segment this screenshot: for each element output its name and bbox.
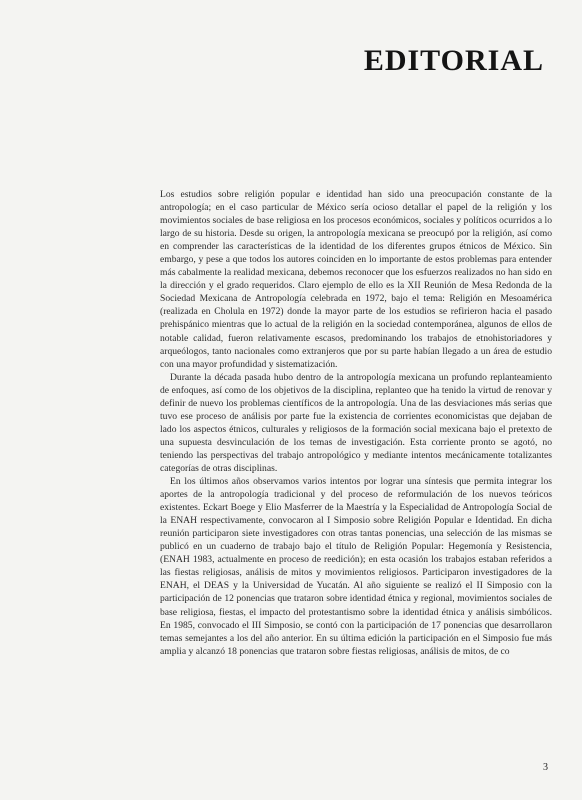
page-number: 3 [543, 762, 548, 773]
paragraph-3: En los últimos años observamos varios intentos por lograr una síntesis que permita integrar los aportes de la antropología tradicional y del proceso de reformulación de los nuevos teóricos existentes. Eckart Boege y Elio Masferrer de la Maestría y la Especialidad de Antropología Social de la ENAH respectivamente, convocaron al I Simposio sobre Religión Popular e Identidad. En dicha reunión participaron siete investigadores con otras tantas ponencias, una selección de las mismas se publicó en un cuaderno de trabajo bajo el título de Religión Popular: Hegemonía y Resistencia, (ENAH 1983, actualmente en proceso de reedición); en esta ocasión los trabajos estaban referidos a las fiestas religiosas, análisis de mitos y movimientos religiosos. Participaron investigadores de la ENAH, el DEAS y la Universidad de Yucatán. Al año siguiente se realizó el II Simposio con la participación de 12 ponencias que trataron sobre identidad étnica y regional, movimientos sociales de base religiosa, fiestas, el impacto del protestantismo sobre la identidad étnica y análisis simbólicos. En 1985, convocado el III Simposio, se contó con la participación de 17 ponencias que desarrollaron temas semejantes a los del año anterior. En su última edición la participación en el Simposio fue más amplia y alcanzó 18 ponencias que trataron sobre fiestas religiosas, análisis de mitos, de co [160, 476, 552, 657]
article-body [160, 188, 552, 658]
paragraph-2: Durante la década pasada hubo dentro de la antropología mexicana un profundo replanteamiento de enfoques, así como de los objetivos de la disciplina, replanteo que ha tenido la virtud de renovar y definir de nuevo los problemas científicos de la antropología. Una de las desviaciones más serias que tuvo ese proceso de análisis por parte fue la existencia de corrientes economicistas que dejaban de lado los aspectos étnicos, culturales y religiosos de la formación social mexicana bajo el pretexto de una supuesta desvinculación de los temas de investigación. Esta corriente pronto se agotó, no teniendo las perspectivas del trabajo antropológico y mediante intentos mecánicamente totalizantes categorías de otras disciplinas. [160, 371, 552, 474]
page-title: EDITORIAL [363, 44, 544, 77]
paragraph-1: Los estudios sobre religión popular e identidad han sido una preocupación constante de la antropología; en el caso particular de México sería ocioso detallar el papel de la religión y los movimientos sociales de base religiosa en los procesos económicos, sociales y políticos ocurridos a lo largo de su historia. Desde su origen, la antropología mexicana se preocupó por la religión, así como en comprender las características de la identidad de los diferentes grupos étnicos de México. Sin embargo, y pese a que todos los autores coinciden en lo importante de estos problemas para entender más cabalmente la realidad mexicana, debemos reconocer que los esfuerzos realizados no han sido en la dirección y el grado requeridos. Claro ejemplo de ello es la XII Reunión de Mesa Redonda de la Sociedad Mexicana de Antropología celebrada en 1972, bajo el tema: Religión en Mesoamérica (realizada en Cholula en 1972) donde la mayor parte de los estudios se refirieron hacia el pasado prehispánico mientras que lo actual de la religión en la sociedad contemporánea, algunos de ellos de notable calidad, fueron relativamente escasos, predominando los trabajos de etnohistoriadores y arqueólogos, tanto nacionales como extranjeros que por su parte habían llegado a un área de estudio con una mayor profundidad y sistematización. [160, 189, 552, 370]
